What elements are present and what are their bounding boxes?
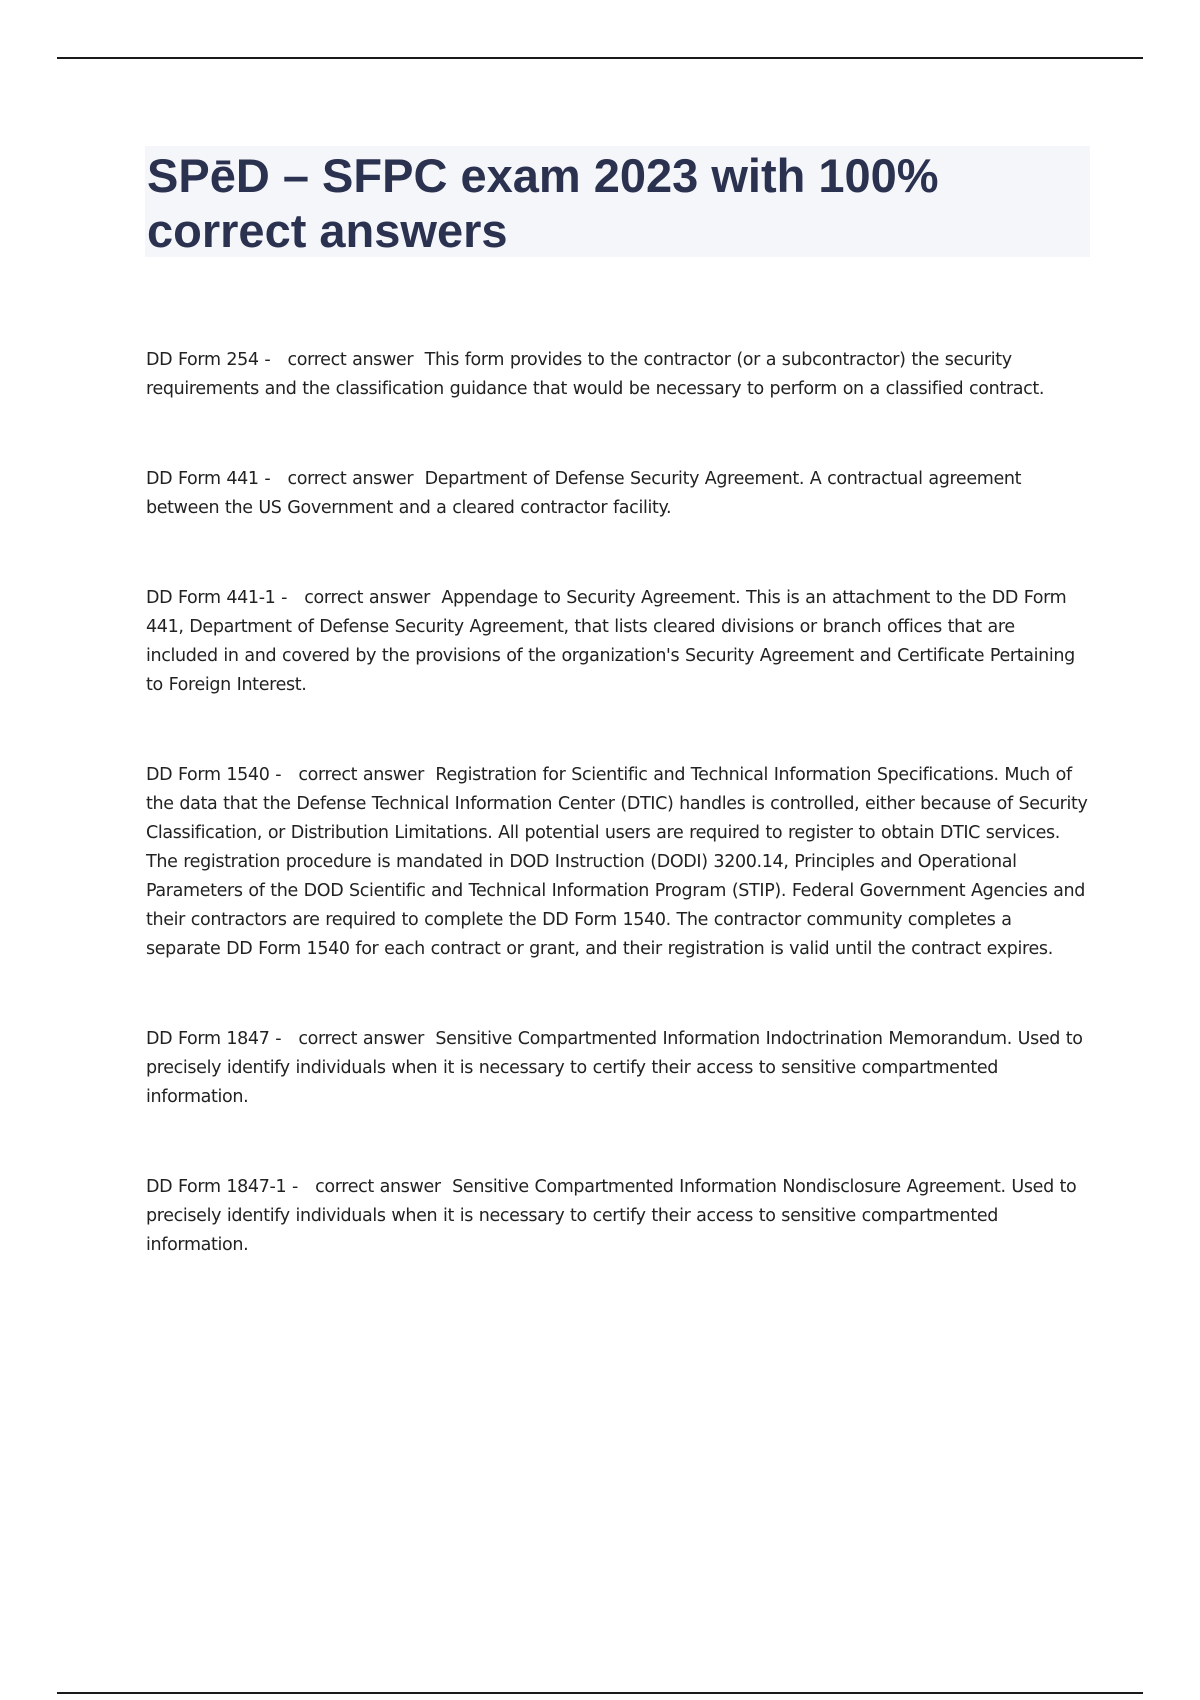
qa-entry [146,346,1091,404]
entry-definition: Sensitive Compartmented Information Indoctrination Memorandum. Used to precisely identify individuals when it is necessary to certify their access to sensitive compartmented information. [146,1029,1083,1107]
qa-entry [146,761,1091,964]
top-divider [57,57,1143,59]
entry-marker: correct answer [298,1029,424,1049]
entry-definition: Department of Defense Security Agreement. A contractual agreement between the US Government and a cleared contractor facility. [146,469,1022,518]
entry-term: DD Form 1540 - [146,765,282,785]
entry-term: DD Form 1847-1 - [146,1177,298,1197]
bottom-divider [57,1692,1143,1694]
entry-term: DD Form 254 - [146,350,271,370]
entry-term: DD Form 441 - [146,469,271,489]
entry-term: DD Form 441-1 - [146,588,288,608]
qa-entry [146,465,1091,523]
title-banner [145,146,1090,257]
qa-entry [146,1025,1091,1112]
qa-entry [146,584,1091,700]
entry-definition: Registration for Scientific and Technical Information Specifications. Much of the data that the Defense Technical Information Center (DTIC) handles is controlled, either because of Security Classification, or Distribution Limitations. All potential users are required to register to obtain DTIC services. The registration procedure is mandated in DOD Instruction (DODI) 3200.14, Principles and Operational Parameters of the DOD Scientific and Technical Information Program (STIP). Federal Government Agencies and their contractors are required to complete the DD Form 1540. The contractor community completes a separate DD Form 1540 for each contract or grant, and their registration is valid until the contract expires. [146,765,1088,959]
entry-definition: Appendage to Security Agreement. This is an attachment to the DD Form 441, Department of Defense Security Agreement, that lists cleared divisions or branch offices that are included in and covered by the provisions of the organization's Security Agreement and Certificate Pertaining to Foreign Interest. [146,588,1075,695]
qa-entry [146,1173,1091,1260]
page-title: SPēD – SFPC exam 2023 with 100% correct answers [147,149,939,257]
qa-list [146,346,1091,1321]
entry-marker: correct answer [304,588,430,608]
entry-marker: correct answer [298,765,424,785]
entry-term: DD Form 1847 - [146,1029,282,1049]
entry-marker: correct answer [287,469,414,489]
entry-marker: correct answer [315,1177,441,1197]
entry-marker: correct answer [287,350,414,370]
entry-definition: Sensitive Compartmented Information Nondisclosure Agreement. Used to precisely identify individuals when it is necessary to certify their access to sensitive compartmented information. [146,1177,1077,1255]
entry-definition: This form provides to the contractor (or a subcontractor) the security requirements and the classification guidance that would be necessary to perform on a classified contract. [146,350,1045,399]
